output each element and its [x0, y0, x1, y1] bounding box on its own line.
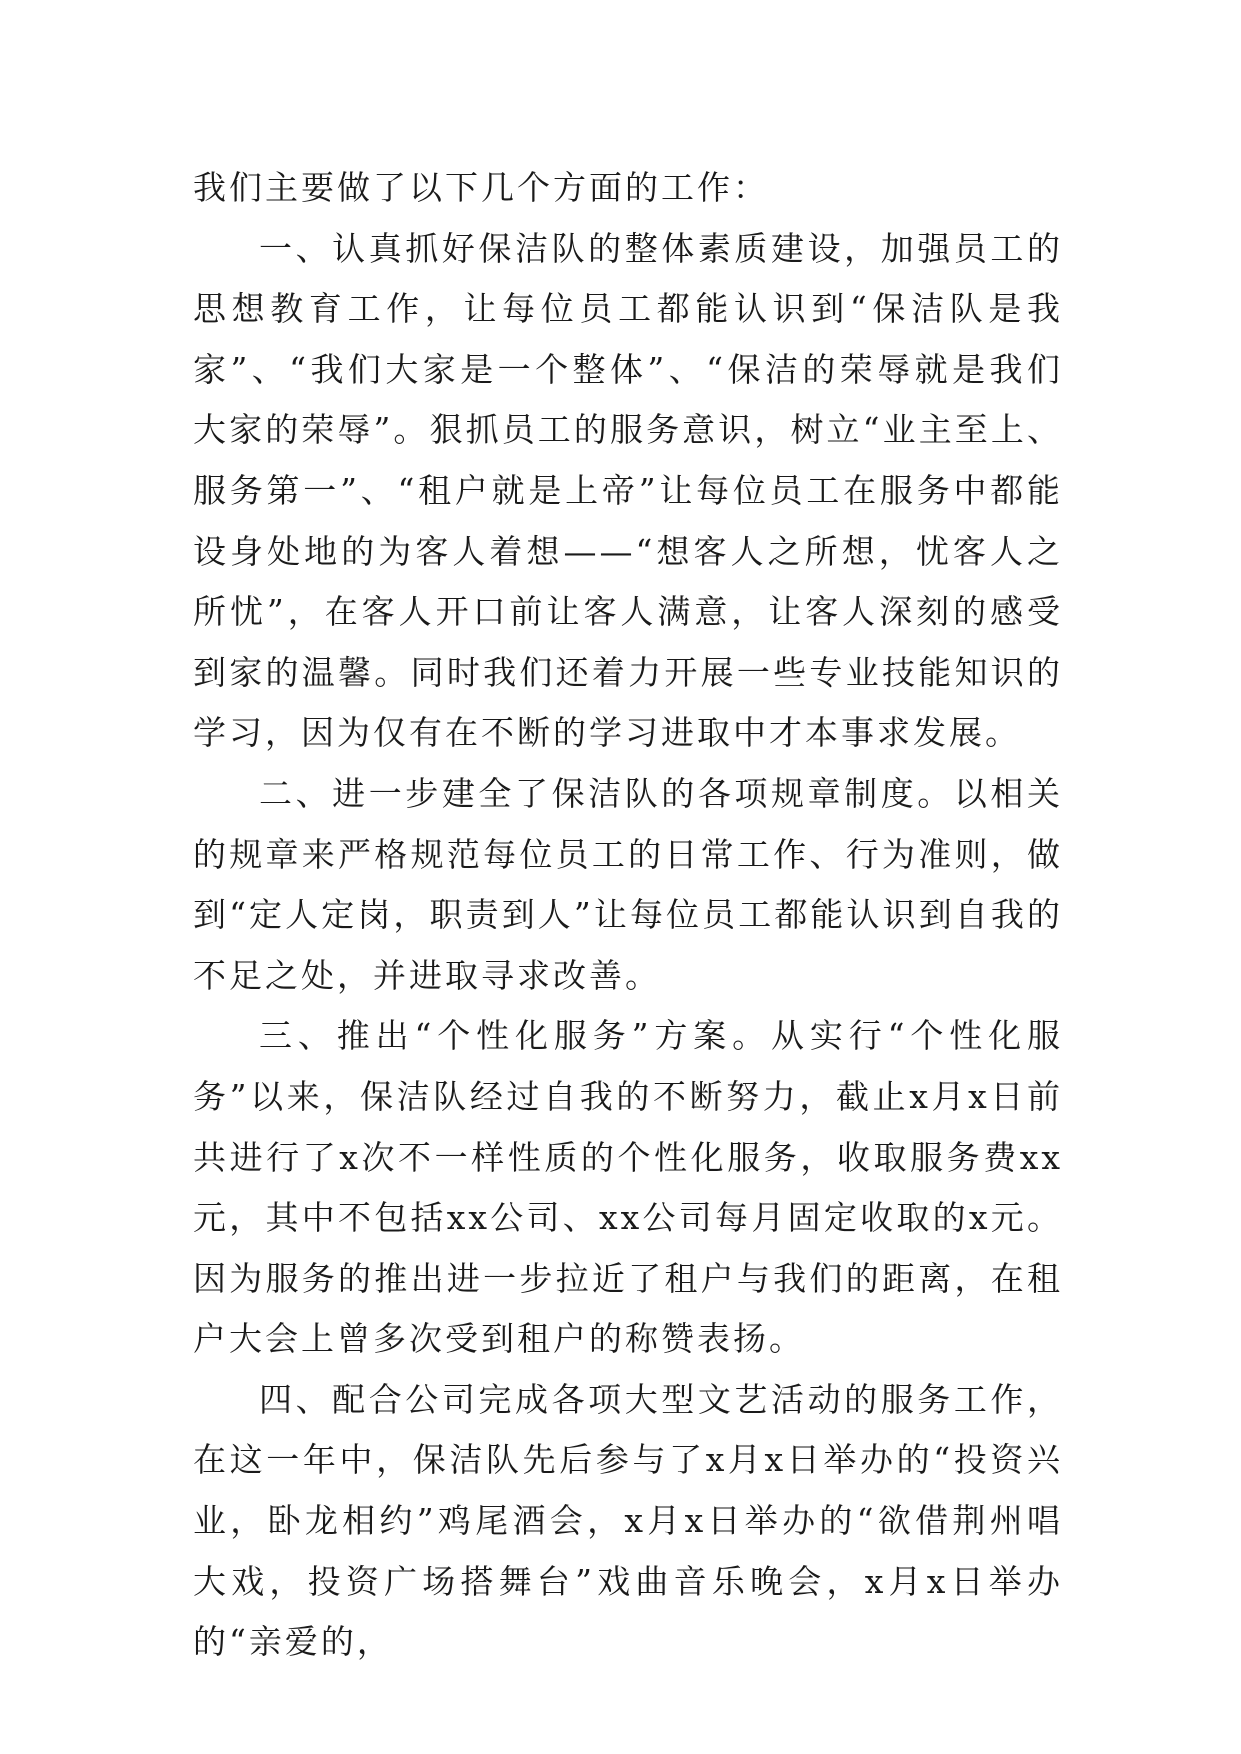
paragraph-intro: 我们主要做了以下几个方面的工作：	[193, 168, 769, 207]
document-body	[193, 158, 1063, 1673]
paragraph-section-2: 二、进一步建全了保洁队的各项规章制度。以相关的规章来严格规范每位员工的日常工作、行为准则，做到“定人定岗，职责到人”让每位员工都能认识到自我的不足之处，并进取寻求改善。	[193, 773, 1063, 995]
paragraph-section-1: 一、认真抓好保洁队的整体素质建设，加强员工的思想教育工作，让每位员工都能认识到“保洁队是我家”、“我们大家是一个整体”、“保洁的荣辱就是我们大家的荣辱”。狠抓员工的服务意识，树立“业主至上、服务第一”、“租户就是上帝”让每位员工在服务中都能设身处地的为客人着想——“想客人之所想，忧客人之所忧”，在客人开口前让客人满意，让客人深刻的感受到家的温馨。同时我们还着力开展一些专业技能知识的学习，因为仅有在不断的学习进取中才本事求发展。	[193, 228, 1063, 753]
paragraph-section-3: 三、推出“个性化服务”方案。从实行“个性化服务”以来，保洁队经过自我的不断努力，截止x月x日前共进行了x次不一样性质的个性化服务，收取服务费xx元，其中不包括xx公司、xx公司每月固定收取的x元。因为服务的推出进一步拉近了租户与我们的距离，在租户大会上曾多次受到租户的称赞表扬。	[193, 1016, 1063, 1359]
paragraph-section-4: 四、配合公司完成各项大型文艺活动的服务工作，在这一年中，保洁队先后参与了x月x日举办的“投资兴业，卧龙相约”鸡尾酒会，x月x日举办的“欲借荆州唱大戏，投资广场搭舞台”戏曲音乐晚会，x月x日举办的“亲爱的，	[193, 1379, 1063, 1662]
